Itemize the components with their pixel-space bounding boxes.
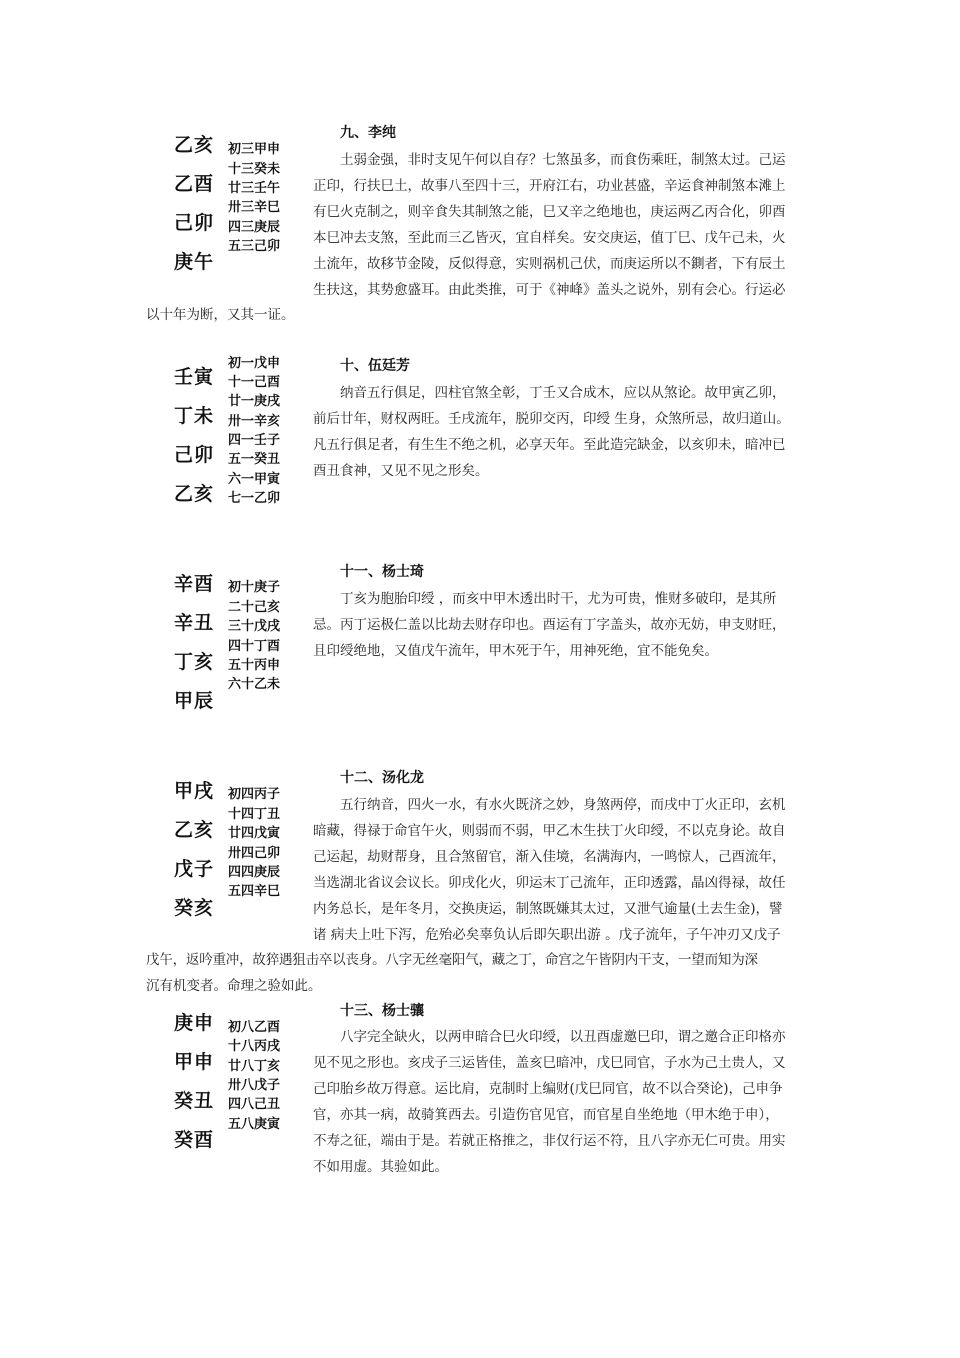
body-line: 不寿之征，端由于是。若就正格推之，非仅行运不符，且八字亦无仁可贵。用实: [313, 1133, 786, 1149]
luck-period: 初一戊申: [228, 356, 281, 371]
luck-period: 五一癸丑: [228, 452, 281, 467]
body-line: 纳音五行俱足，四柱官煞全彰，丁壬又合成木，应以从煞论。故甲寅乙卯，: [340, 385, 786, 401]
pillar-year: 庚申: [174, 1012, 215, 1034]
luck-period: 初八乙酉: [228, 1020, 281, 1035]
luck-period: 卅一辛亥: [228, 414, 281, 429]
body-line: 忌。丙丁运极仁盖以比劫去财存印也。酉运有丁字盖头，故亦无妨，申支财旺，: [313, 617, 786, 633]
luck-period: 廿一庚戌: [228, 394, 281, 409]
body-line: 正印，行扶巳土，故事八至四十三，开府江右，功业甚盛，辛运食神制煞本滩上: [313, 178, 786, 194]
entry-title: 十一、杨士琦: [340, 564, 424, 580]
luck-period: 五四辛巳: [228, 884, 281, 899]
entry-title: 十二、汤化龙: [340, 770, 424, 786]
pillar-month: 甲申: [174, 1051, 215, 1073]
luck-period: 廿四戊寅: [228, 826, 281, 841]
body-line: 官，亦其一病，故骑箕西去。引造伤官见官，而官星自坐绝地（甲木绝于申），: [313, 1107, 779, 1123]
pillar-year: 乙亥: [174, 134, 215, 156]
body-line: 前后廿年，财权两旺。壬戌流年，脱卯交丙，印绶 生身，众煞所忌，故归道山。: [313, 411, 790, 427]
luck-period: 五十丙申: [228, 658, 281, 673]
pillar-month: 乙酉: [174, 173, 215, 195]
luck-period: 四十丁酉: [228, 639, 281, 654]
entry-title: 十三、杨士骧: [340, 1003, 424, 1019]
body-line: 本巳冲去支煞，至此而三乙皆灭，宜自样矣。安交庚运，值丁巳、戊午己未，火: [313, 230, 786, 246]
pillar-month: 丁未: [174, 405, 215, 427]
entry-title: 九、李纯: [340, 125, 396, 141]
body-line: 不如用虚。其验如此。: [313, 1159, 448, 1175]
luck-period: 六十乙未: [228, 677, 281, 692]
body-line: 有巳火克制之，则辛食失其制煞之能，巳又辛之绝地也，庚运两乙丙合化，卯酉: [313, 204, 786, 220]
luck-period: 初三甲申: [228, 142, 281, 157]
body-line: 沉有机变者。命理之验如此。: [146, 978, 322, 994]
body-line: 且印绶绝地，又值戊午流年，甲木死于午，用神死绝，宜不能免矣。: [313, 643, 718, 659]
body-line: 生扶这，其势愈盛耳。由此类推，可于《神峰》盖头之说外，别有会心。行运必: [313, 282, 786, 298]
pillar-year: 甲戌: [174, 780, 215, 802]
pillar-day: 戊子: [174, 858, 215, 880]
luck-period: 十八丙戌: [228, 1039, 281, 1054]
pillar-hour: 癸亥: [174, 897, 215, 919]
body-line: 诸 病夫上吐下泻，危殆必矣辜负认后即矢职出游 。戊子流年，子午冲刃又戊子: [313, 927, 781, 943]
pillar-month: 辛丑: [174, 612, 215, 634]
pillar-hour: 癸酉: [174, 1129, 215, 1151]
luck-period: 三十戊戌: [228, 619, 281, 634]
pillar-hour: 乙亥: [174, 483, 215, 505]
pillar-year: 辛酉: [174, 573, 215, 595]
luck-period: 十三癸未: [228, 162, 281, 177]
body-line: 戊午，返吟重冲，故猝遇狙击卒以丧身。八字无丝毫阳气，藏之丁，命宫之午皆阴内干支，一望而知为深: [146, 952, 758, 968]
pillar-day: 癸丑: [174, 1090, 215, 1112]
pillar-year: 壬寅: [174, 366, 215, 388]
luck-period: 廿八丁亥: [228, 1059, 281, 1074]
luck-period: 卅四己卯: [228, 846, 281, 861]
pillar-hour: 甲辰: [174, 690, 215, 712]
body-line: 酉丑食神，又见不见之形矣。: [313, 463, 489, 479]
body-line: 凡五行俱足者，有生生不绝之机，必享天年。至此造完缺金，以亥卯未，暗冲已: [313, 437, 786, 453]
body-line: 见不见之形也。亥戌子三运皆佳，盖亥巳暗冲，戊巳同官，子水为己土贵人，又: [313, 1055, 786, 1071]
pillar-day: 丁亥: [174, 651, 215, 673]
entry-title: 十、伍廷芳: [340, 358, 410, 374]
body-line: 暗藏，得禄于命官午火，则弱而不弱，甲乙木生扶丁火印绶，不以克身论。故自: [313, 823, 786, 839]
luck-period: 十一己酉: [228, 375, 281, 390]
luck-period: 六一甲寅: [228, 472, 281, 487]
luck-period: 四三庚辰: [228, 220, 281, 235]
luck-period: 四八己丑: [228, 1097, 281, 1112]
body-line: 内务总长，是年冬月，交换庚运，制煞既嫌其太过，又泄气逾量(土去生金)，譬: [313, 901, 783, 917]
body-line: 土弱金强，非时支见午何以自存？七煞虽多，而食伤乘旺，制煞太过。己运: [340, 152, 786, 168]
body-line: 己运起，劫财帮身，且合煞留官，渐入佳境，名满海内，一鸣惊人，己酉流年，: [313, 849, 786, 865]
luck-period: 五三己卯: [228, 239, 281, 254]
body-line: 以十年为断，又其一证。: [146, 307, 295, 323]
luck-period: 二十己亥: [228, 600, 281, 615]
pillar-hour: 庚午: [174, 251, 215, 273]
body-line: 土流年，故移节金陵，反似得意，实则祸机己伏，而庚运所以不鍘者，下有辰土: [313, 256, 786, 272]
pillar-month: 乙亥: [174, 819, 215, 841]
luck-period: 初十庚子: [228, 580, 281, 595]
body-line: 五行纳音，四火一水，有水火既济之妙，身煞两停，而戌中丁火正印，玄机: [340, 797, 786, 813]
pillar-day: 己卯: [174, 444, 215, 466]
pillar-day: 己卯: [174, 212, 215, 234]
body-line: 己印胎乡故万得意。运比肩，克制时上编财(戊巳同官，故不以合癸论)，己申争: [313, 1081, 783, 1097]
luck-period: 卅八戊子: [228, 1078, 281, 1093]
luck-period: 十四丁丑: [228, 807, 281, 822]
luck-period: 四一壬子: [228, 433, 281, 448]
luck-period: 五八庚寅: [228, 1117, 281, 1132]
luck-period: 廿三壬午: [228, 181, 281, 196]
body-line: 丁亥为胞胎印绶 ，而亥中甲木透出时干，尤为可贵，惟财多破印，是其所: [340, 591, 777, 607]
body-line: 八字完全缺火，以两申暗合巳火印绶，以丑酉虚邀巳印，谓之邀合正印格亦: [340, 1029, 786, 1045]
luck-period: 四四庚辰: [228, 865, 281, 880]
luck-period: 卅三辛巳: [228, 200, 281, 215]
luck-period: 七一乙卯: [228, 491, 281, 506]
body-line: 当选湖北省议会议长。卯戌化火，卯运末丁己流年，正印透露，晶凶得禄，故任: [313, 875, 786, 891]
luck-period: 初四丙子: [228, 787, 281, 802]
